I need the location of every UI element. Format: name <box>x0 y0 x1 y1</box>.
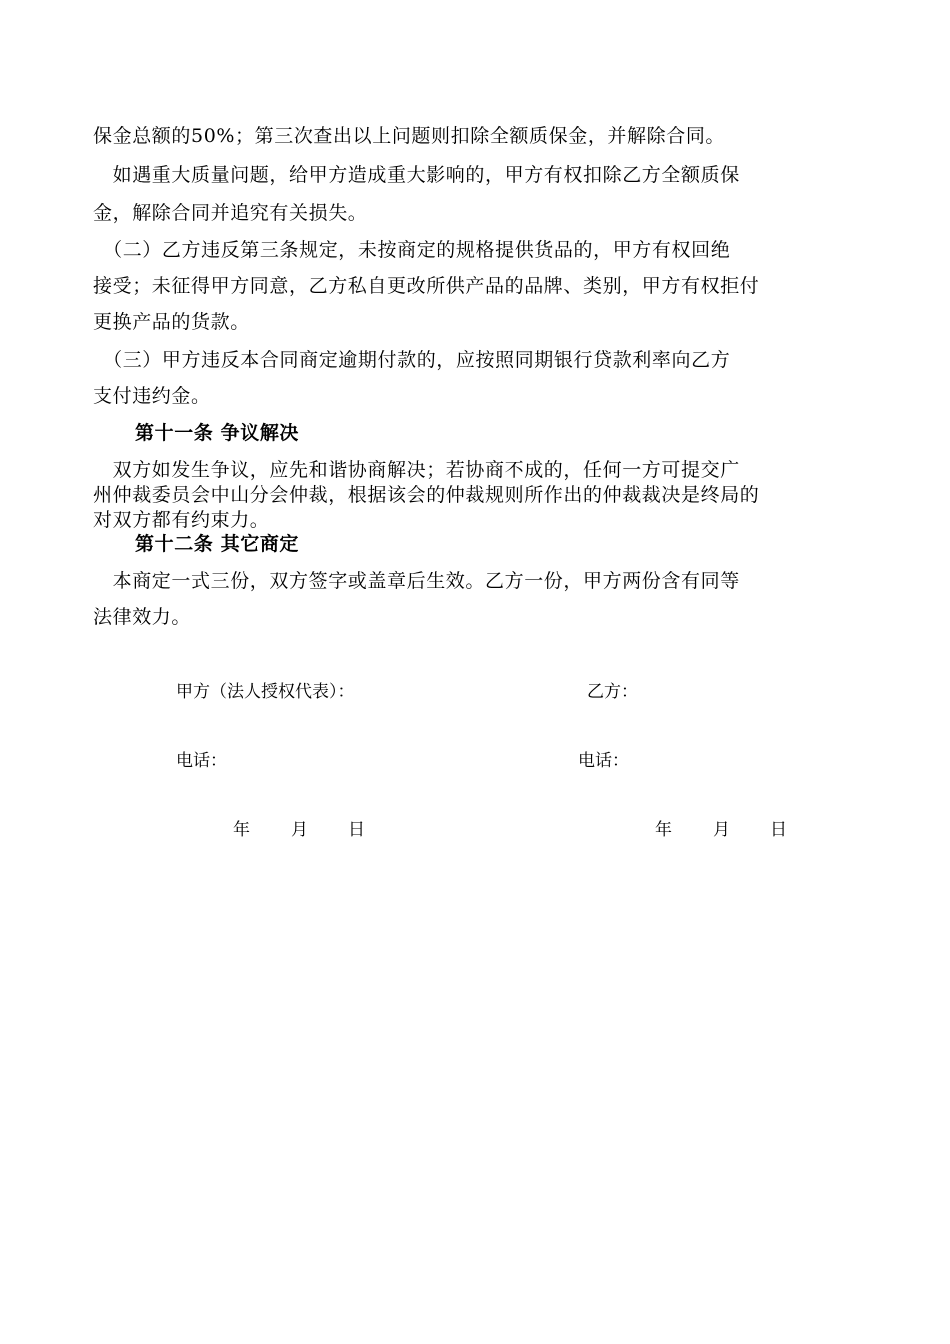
text-line: 金，解除合同并追究有关损失。 <box>93 202 368 224</box>
party-b-phone-label: 电话： <box>578 751 629 771</box>
text-line: 法律效力。 <box>93 606 192 628</box>
party-a-phone-label: 电话： <box>176 751 227 771</box>
party-a-date-year: 年 <box>233 820 250 840</box>
party-b-date-month: 月 <box>713 820 730 840</box>
text-line: 接受；未征得甲方同意，乙方私自更改所供产品的品牌、类别，甲方有权拒付 <box>93 275 760 297</box>
text-line: （三）甲方违反本合同商定逾期付款的，应按照同期银行贷款利率向乙方 <box>93 349 731 371</box>
party-b-label: 乙方： <box>587 682 638 702</box>
party-b-date-year: 年 <box>655 820 672 840</box>
article-11-heading: 第十一条 争议解决 <box>135 422 300 444</box>
text-line: 保金总额的50%；第三次查出以上问题则扣除全额质保金，并解除合同。 <box>93 125 726 147</box>
party-a-date-month: 月 <box>291 820 308 840</box>
party-a-date-day: 日 <box>348 820 365 840</box>
text-line: 支付违约金。 <box>93 385 211 407</box>
party-b-date-day: 日 <box>770 820 787 840</box>
party-a-label: 甲方（法人授权代表）： <box>176 682 355 702</box>
text-line: 双方如发生争议，应先和谐协商解决；若协商不成的，任何一方可提交广 <box>93 459 740 481</box>
text-line: 更换产品的货款。 <box>93 311 250 333</box>
text-line: 如遇重大质量问题，给甲方造成重大影响的，甲方有权扣除乙方全额质保 <box>93 164 740 186</box>
text-line: 对双方都有约束力。 <box>93 509 270 531</box>
text-line: 本商定一式三份，双方签字或盖章后生效。乙方一份，甲方两份含有同等 <box>93 570 740 592</box>
text-line: （二）乙方违反第三条规定，未按商定的规格提供货品的，甲方有权回绝 <box>93 239 731 261</box>
text-line: 州仲裁委员会中山分会仲裁，根据该会的仲裁规则所作出的仲裁裁决是终局的 <box>93 484 760 506</box>
article-12-heading: 第十二条 其它商定 <box>135 533 300 555</box>
